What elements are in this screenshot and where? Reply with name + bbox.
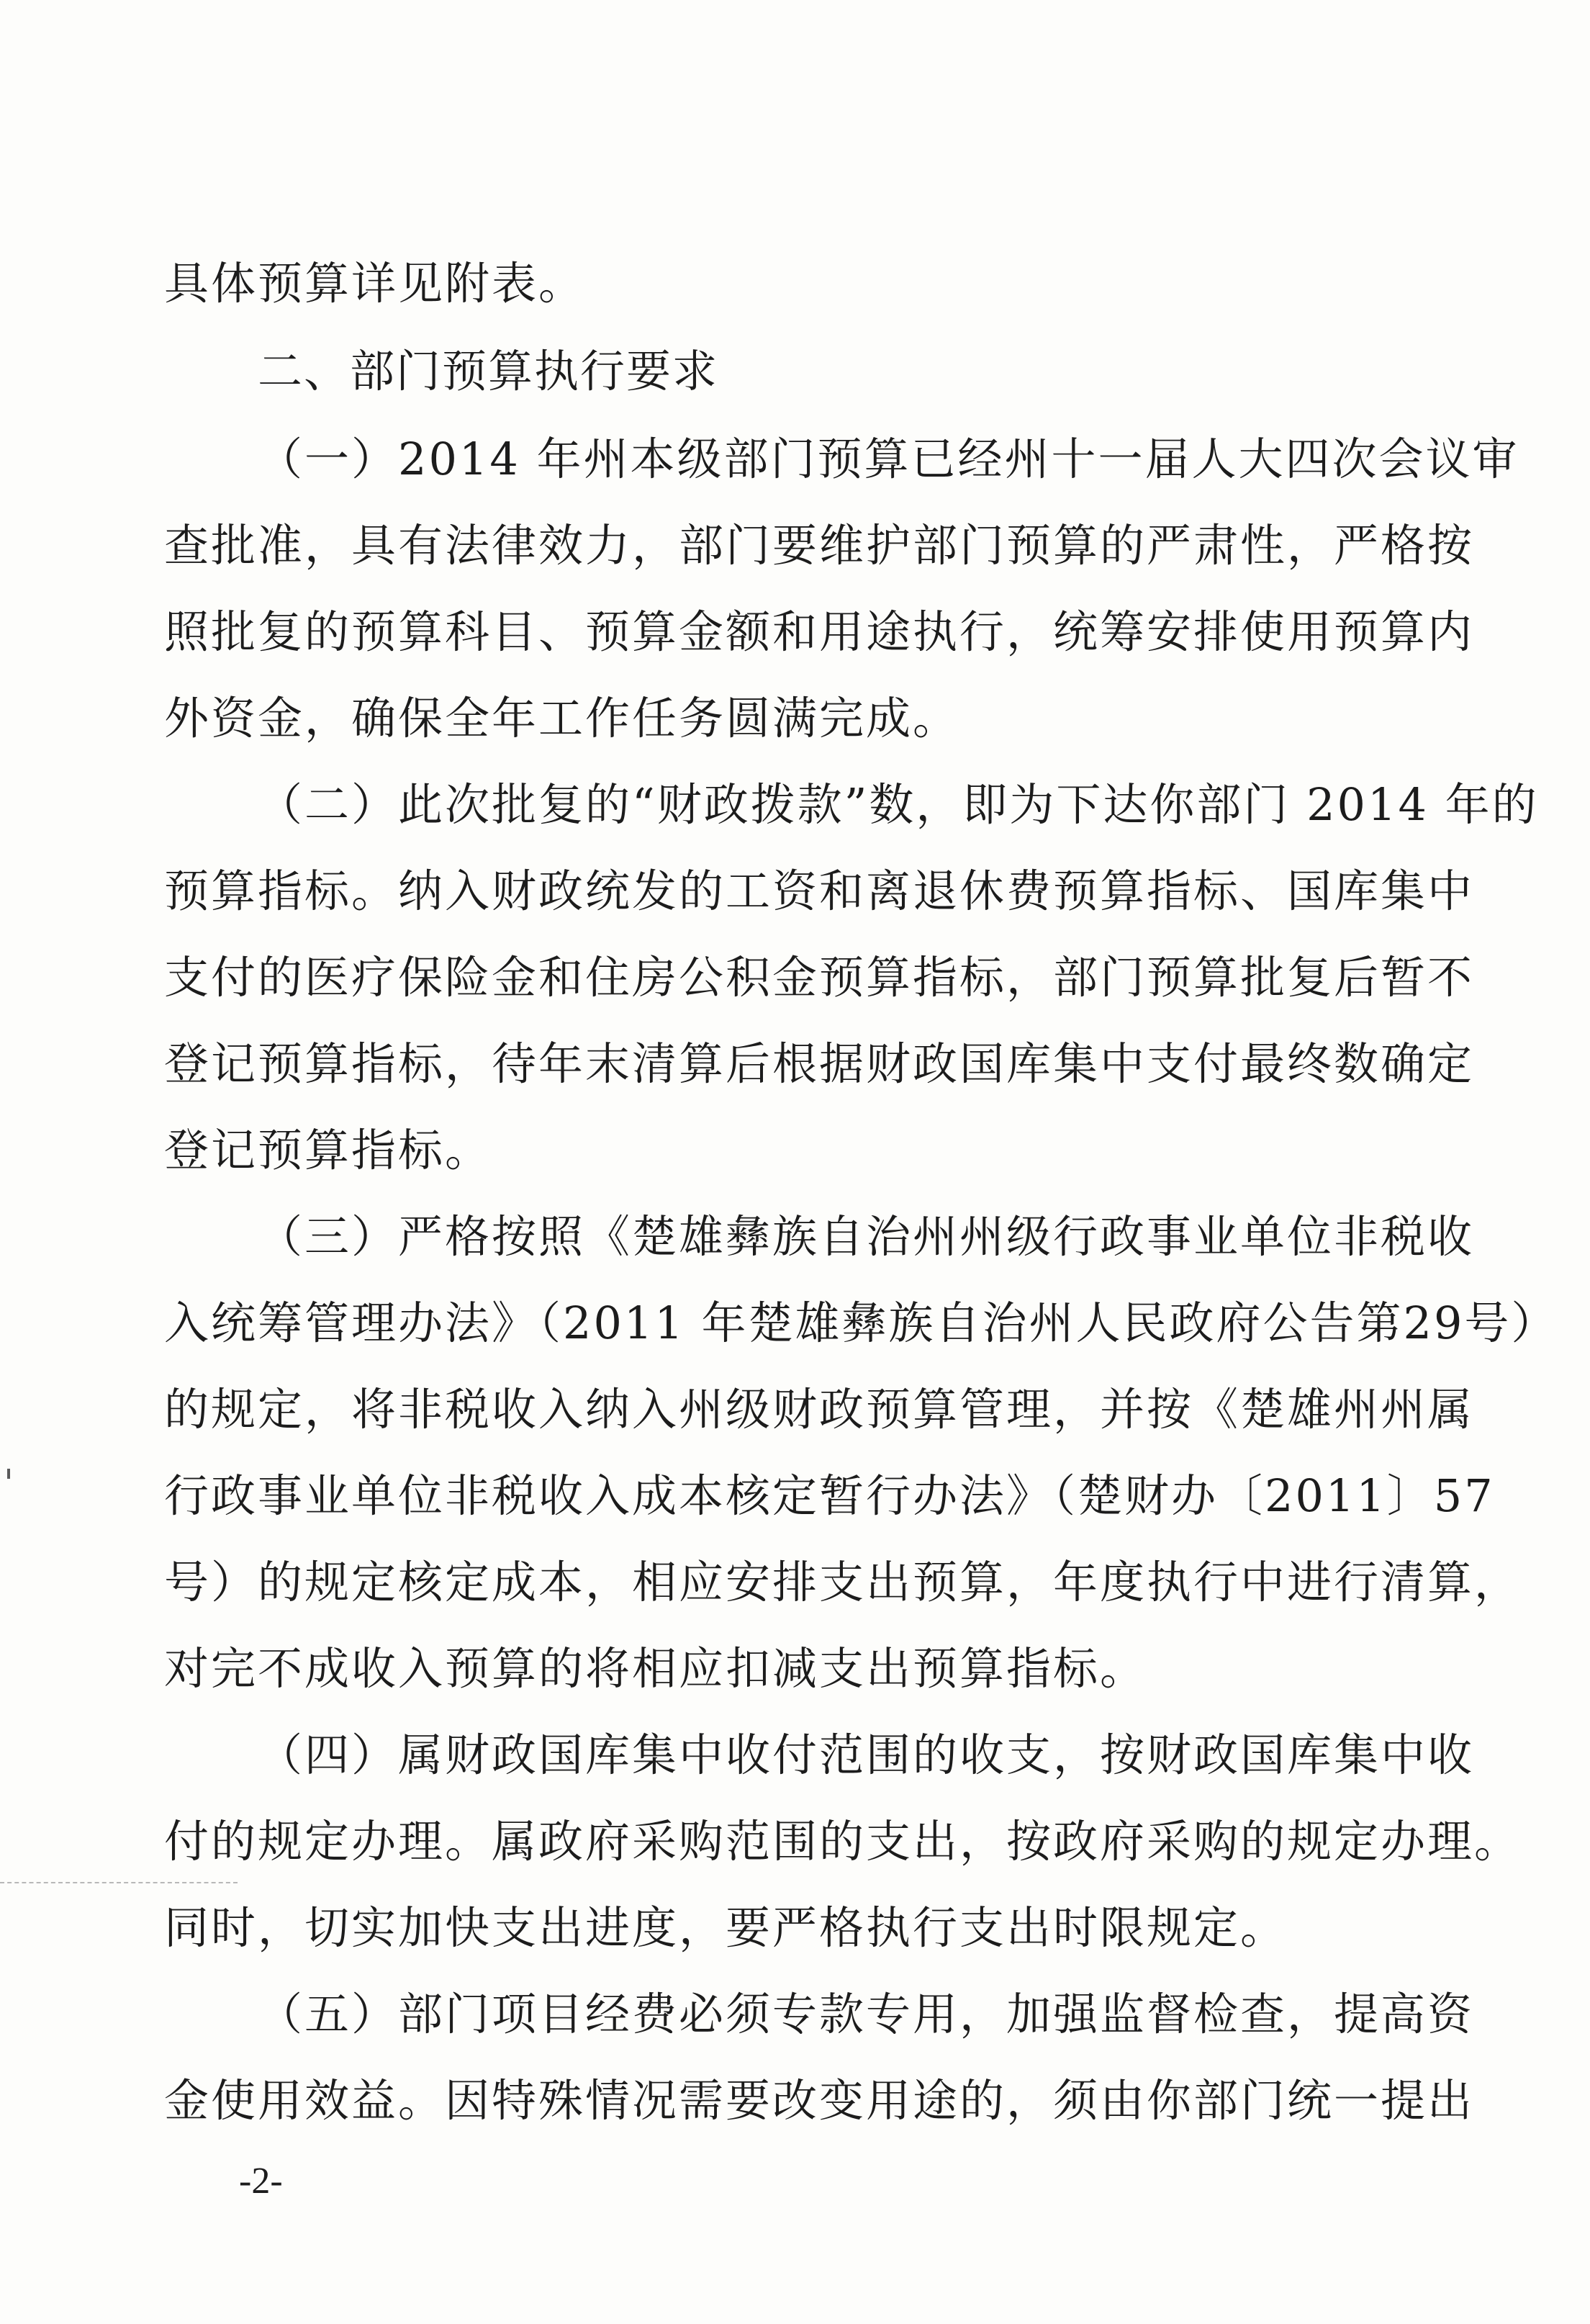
- paragraph-3-line: 入统筹管理办法》（2011 年楚雄彝族自治州人民政府公告第29号）: [164, 1297, 1558, 1349]
- paragraph-4-line: 同时，切实加快支出进度，要严格执行支出时限规定。: [164, 1901, 1288, 1954]
- paragraph-1-line: 查批准，具有法律效力，部门要维护部门预算的严肃性，严格按: [164, 519, 1475, 572]
- paragraph-4-line: 付的规定办理。属政府采购范围的支出，按政府采购的规定办理。: [164, 1815, 1522, 1868]
- paragraph-2-line: 支付的医疗保险金和住房公积金预算指标，部门预算批复后暂不: [164, 951, 1475, 1004]
- paragraph-2-line: 登记预算指标，待年末清算后根据财政国库集中支付最终数确定: [164, 1037, 1475, 1090]
- paragraph-1-line: （一）2014 年州本级部门预算已经州十一届人大四次会议审: [258, 433, 1519, 485]
- section-heading: 二、部门预算执行要求: [258, 345, 719, 397]
- paragraph-5-line: 金使用效益。因特殊情况需要改变用途的，须由你部门统一提出: [164, 2074, 1475, 2127]
- paragraph-2-line: 登记预算指标。: [164, 1124, 492, 1176]
- scan-speck: [7, 1469, 10, 1479]
- paragraph-1-line: 照批复的预算科目、预算金额和用途执行，统筹安排使用预算内: [164, 605, 1475, 658]
- paragraph-2-line: （二）此次批复的“财政拨款”数，即为下达你部门 2014 年的: [258, 778, 1539, 831]
- paragraph-3-line: （三）严格按照《楚雄彝族自治州州级行政事业单位非税收: [258, 1210, 1475, 1263]
- paragraph-1-line: 外资金，确保全年工作任务圆满完成。: [164, 692, 960, 744]
- paragraph-5-line: （五）部门项目经费必须专款专用，加强监督检查，提高资: [258, 1988, 1475, 2040]
- page-number: -2-: [239, 2161, 283, 2202]
- paragraph-3-line: 对完不成收入预算的将相应扣减支出预算指标。: [164, 1642, 1147, 1695]
- paragraph-4-line: （四）属财政国库集中收付范围的收支，按财政国库集中收: [258, 1729, 1475, 1781]
- paragraph-3-line: 号）的规定核定成本，相应安排支出预算，年度执行中进行清算，: [164, 1556, 1522, 1608]
- paragraph-2-line: 预算指标。纳入财政统发的工资和离退休费预算指标、国库集中: [164, 865, 1475, 917]
- text-line: 具体预算详见附表。: [164, 257, 586, 310]
- fold-mark: [0, 1882, 238, 1883]
- paragraph-3-line: 的规定，将非税收入纳入州级财政预算管理，并按《楚雄州州属: [164, 1383, 1475, 1436]
- paragraph-3-line: 行政事业单位非税收入成本核定暂行办法》（楚财办〔2011〕57: [164, 1469, 1495, 1522]
